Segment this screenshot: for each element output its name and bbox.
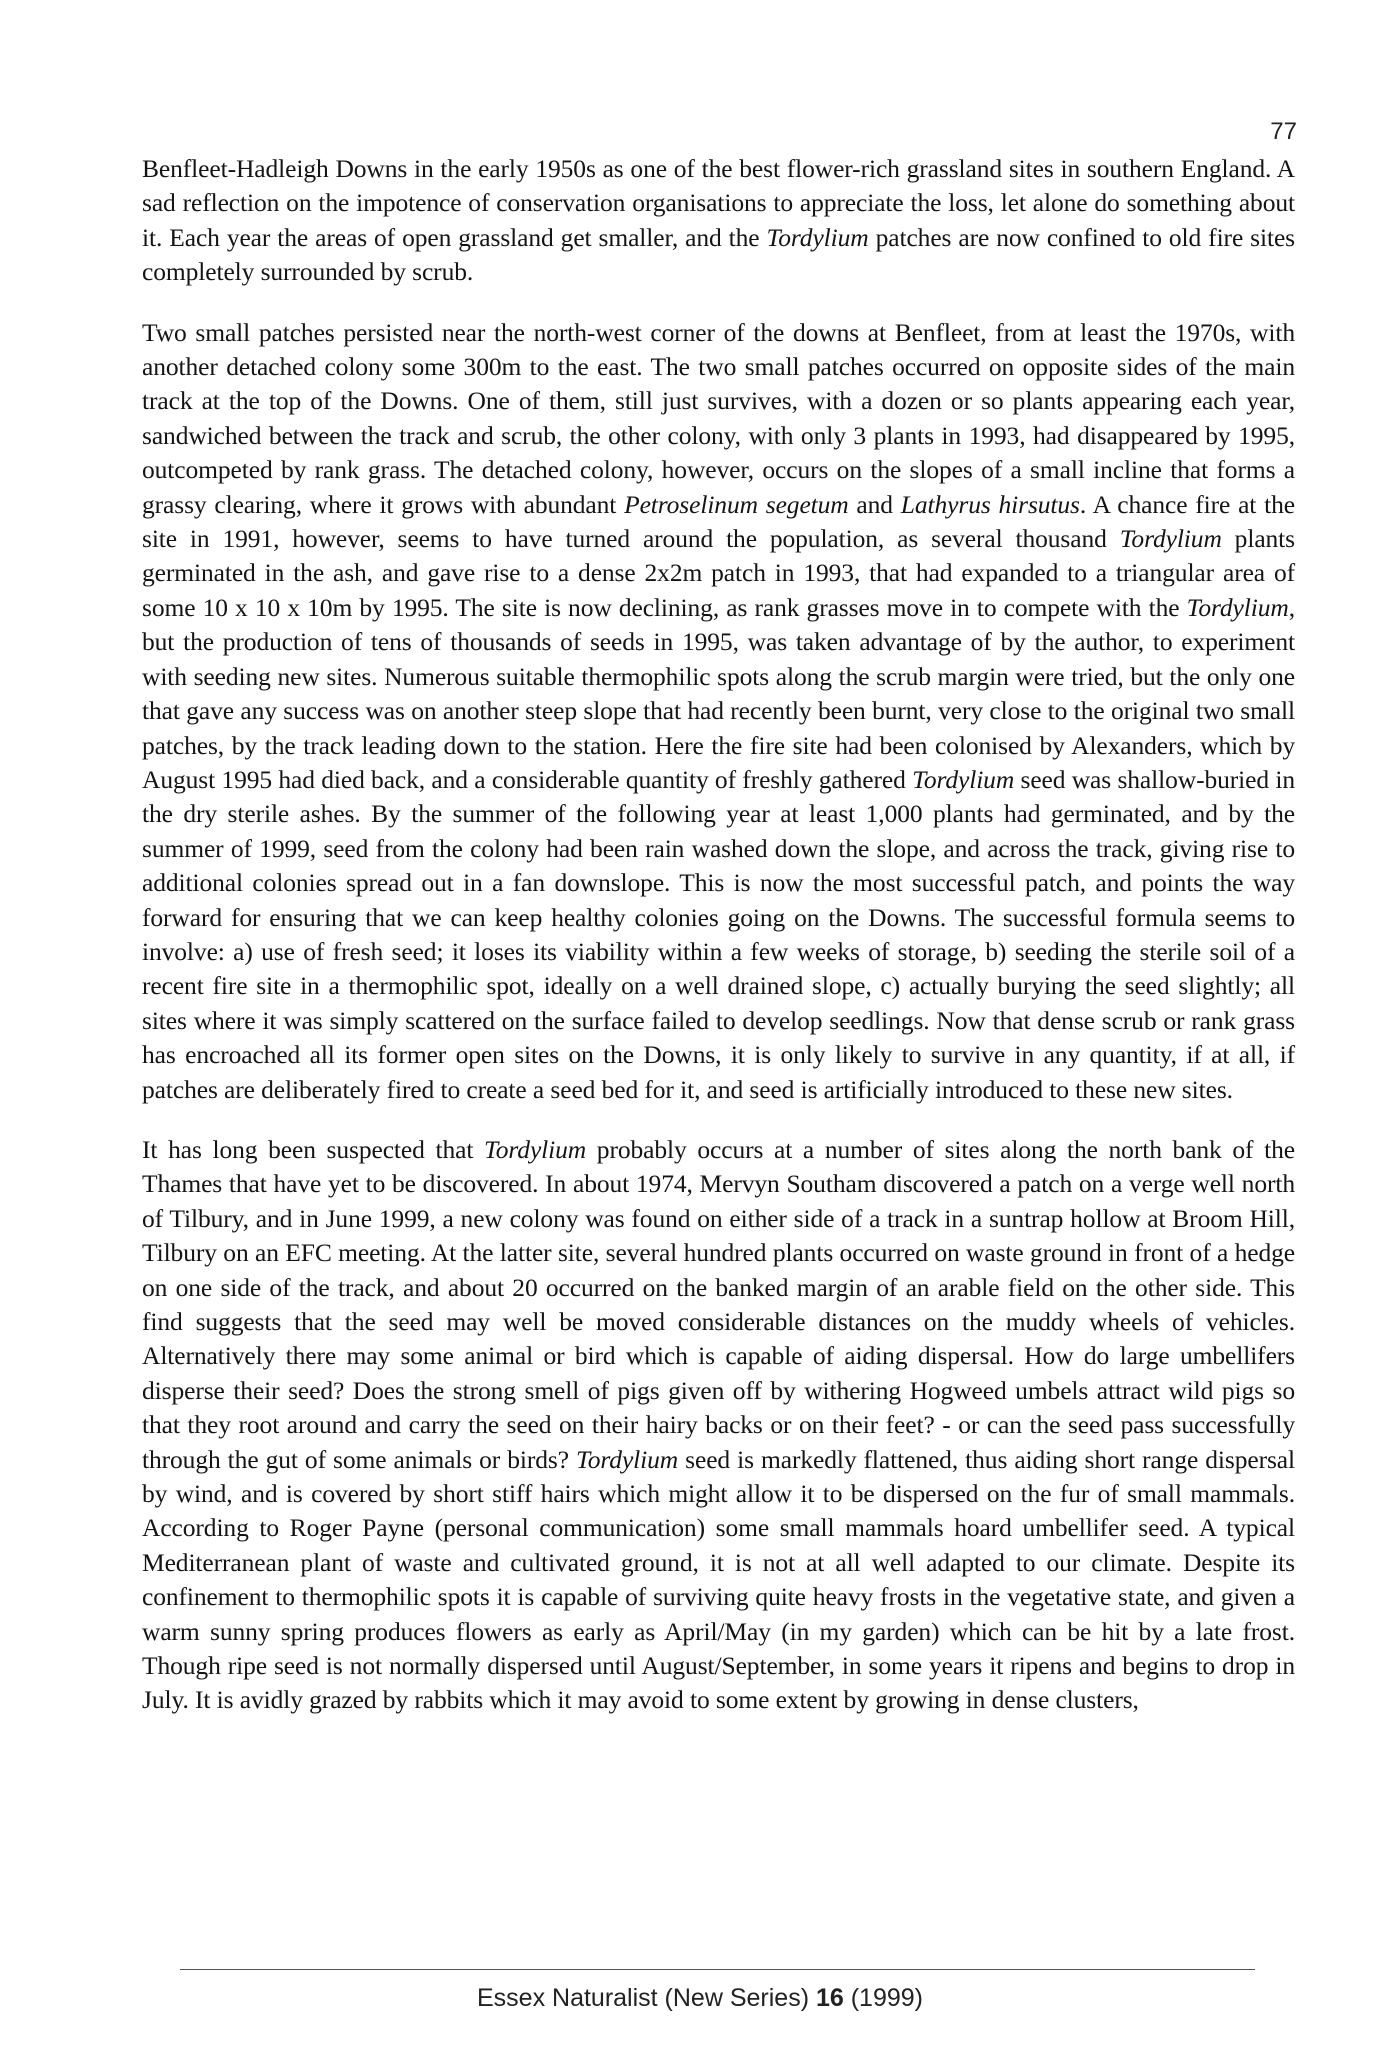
paragraph (142, 152, 1295, 290)
text-run: It has long been suspected that (142, 1134, 485, 1164)
article-body (142, 152, 1295, 1718)
footer-year: (1999) (843, 1984, 923, 2012)
footer-rule (180, 1969, 1255, 1970)
italic-text: Tordylium (576, 1444, 679, 1474)
italic-text: Petroselinum segetum (624, 489, 849, 519)
italic-text: Tordylium (1186, 592, 1289, 622)
page-number: 77 (1270, 118, 1297, 145)
text-run: Two small patches persisted near the north-west corner of the downs at Benfleet, from at least the 1970s, with another detached colony some 300m to the east. The two small patches occurred on opposite sides of the main track at the top of the Downs. One of them, still just survives, with a dozen or so plants appearing each year, sandwiched between the track and scrub, the other colony, with only 3 plants in 1993, had disappeared by 1995, outcompeted by rank grass. The detached colony, however, occurs on the slopes of a small incline that forms a grassy clearing, where it grows with abundant (142, 317, 1295, 519)
text-run: probably occurs at a number of sites along the north bank of the Thames that have yet to be discovered. In about 1974, Mervyn Southam discovered a patch on a verge well north of Tilbury, and in June 1999, a new colony was found on either side of a track in a suntrap hollow at Broom Hill, Tilbury on an EFC meeting. At the latter site, several hundred plants occurred on waste ground in front of a hedge on one side of the track, and about 20 occurred on the banked margin of an arable field on the other side. This find suggests that the seed may well be moved considerable distances on the muddy wheels of vehicles. Alternatively there may some animal or bird which is capable of aiding dispersal. How do large umbellifers disperse their seed? Does the strong smell of pigs given off by withering Hogweed umbels attract wild pigs so that they root around and carry the seed on their hairy backs or on their feet? - or can the seed pass successfully through the gut of some animals or birds? (142, 1134, 1296, 1474)
text-run: . A chance fire at the site in 1991, however, seems to have turned around the population, as several thousand (142, 489, 1295, 554)
italic-text: Tordylium (1119, 524, 1222, 554)
italic-text: Tordylium (912, 764, 1015, 794)
paragraph (142, 1133, 1295, 1718)
italic-text: Lathyrus hirsutus (900, 489, 1080, 519)
text-run: Benfleet-Hadleigh Downs in the early 1950s as one of the best flower-rich grassland sites in southern England. A sad reflection on the impotence of conservation organisations to appreciate the loss, let alone do something about it. Each year the areas of open grassland get smaller, and the (142, 154, 1295, 252)
footer-journal: Essex Naturalist (New Series) (476, 1984, 816, 2012)
text-run: and (848, 489, 901, 519)
footer-volume: 16 (815, 1984, 844, 2012)
text-run: plants germinated in the ash, and gave rise to a dense 2x2m patch in 1993, that had expanded to a triangular area of some 10 x 10 x 10m by 1995. The site is now declining, as rank grasses move in to compete with the (142, 524, 1295, 622)
italic-text: Tordylium (484, 1134, 587, 1164)
italic-text: Tordylium (766, 222, 869, 252)
text-run: seed was shallow-buried in the dry sterile ashes. By the summer of the following year at least 1,000 plants had germinated, and by the summer of 1999, seed from the colony had been rain washed down the slope, and across the track, giving rise to additional colonies spread out in a fan downslope. This is now the most successful patch, and points the way forward for ensuring that we can keep healthy colonies going on the Downs. The successful formula seems to involve: a) use of fresh seed; it loses its viability within a few weeks of storage, b) seeding the sterile soil of a recent fire site in a thermophilic spot, ideally on a well drained slope, c) actually burying the seed slightly; all sites where it was simply scattered on the surface failed to develop seedlings. Now that dense scrub or rank grass has encroached all its former open sites on the Downs, it is only likely to survive in any quantity, if at all, if patches are deliberately fired to create a seed bed for it, and seed is artificially introduced to these new sites. (142, 764, 1295, 1104)
page-footer (0, 1984, 1400, 2013)
text-run: , but the production of tens of thousands of seeds in 1995, was taken advantage of by the author, to experiment with seeding new sites. Numerous suitable thermophilic spots along the scrub margin were tried, but the only one that gave any success was on another steep slope that had recently been burnt, very close to the original two small patches, by the track leading down to the station. Here the fire site had been colonised by Alexanders, which by August 1995 had died back, and a considerable quantity of freshly gathered (142, 592, 1295, 794)
text-run: patches are now confined to old fire sites completely surrounded by scrub. (142, 222, 1296, 287)
text-run: seed is markedly flattened, thus aiding short range dispersal by wind, and is covered by short stiff hairs which might allow it to be dispersed on the fur of small mammals. According to Roger Payne (personal communication) some small mammals hoard umbellifer seed. A typical Mediterranean plant of waste and cultivated ground, it is not at all well adapted to our climate. Despite its confinement to thermophilic spots it is capable of surviving quite heavy frosts in the vegetative state, and given a warm sunny spring produces flowers as early as April/May (in my garden) which can be hit by a late frost. Though ripe seed is not normally dispersed until August/September, in some years it ripens and begins to drop in July. It is avidly grazed by rabbits which it may avoid to some extent by growing in dense clusters, (142, 1444, 1295, 1715)
paragraph (142, 316, 1295, 1107)
